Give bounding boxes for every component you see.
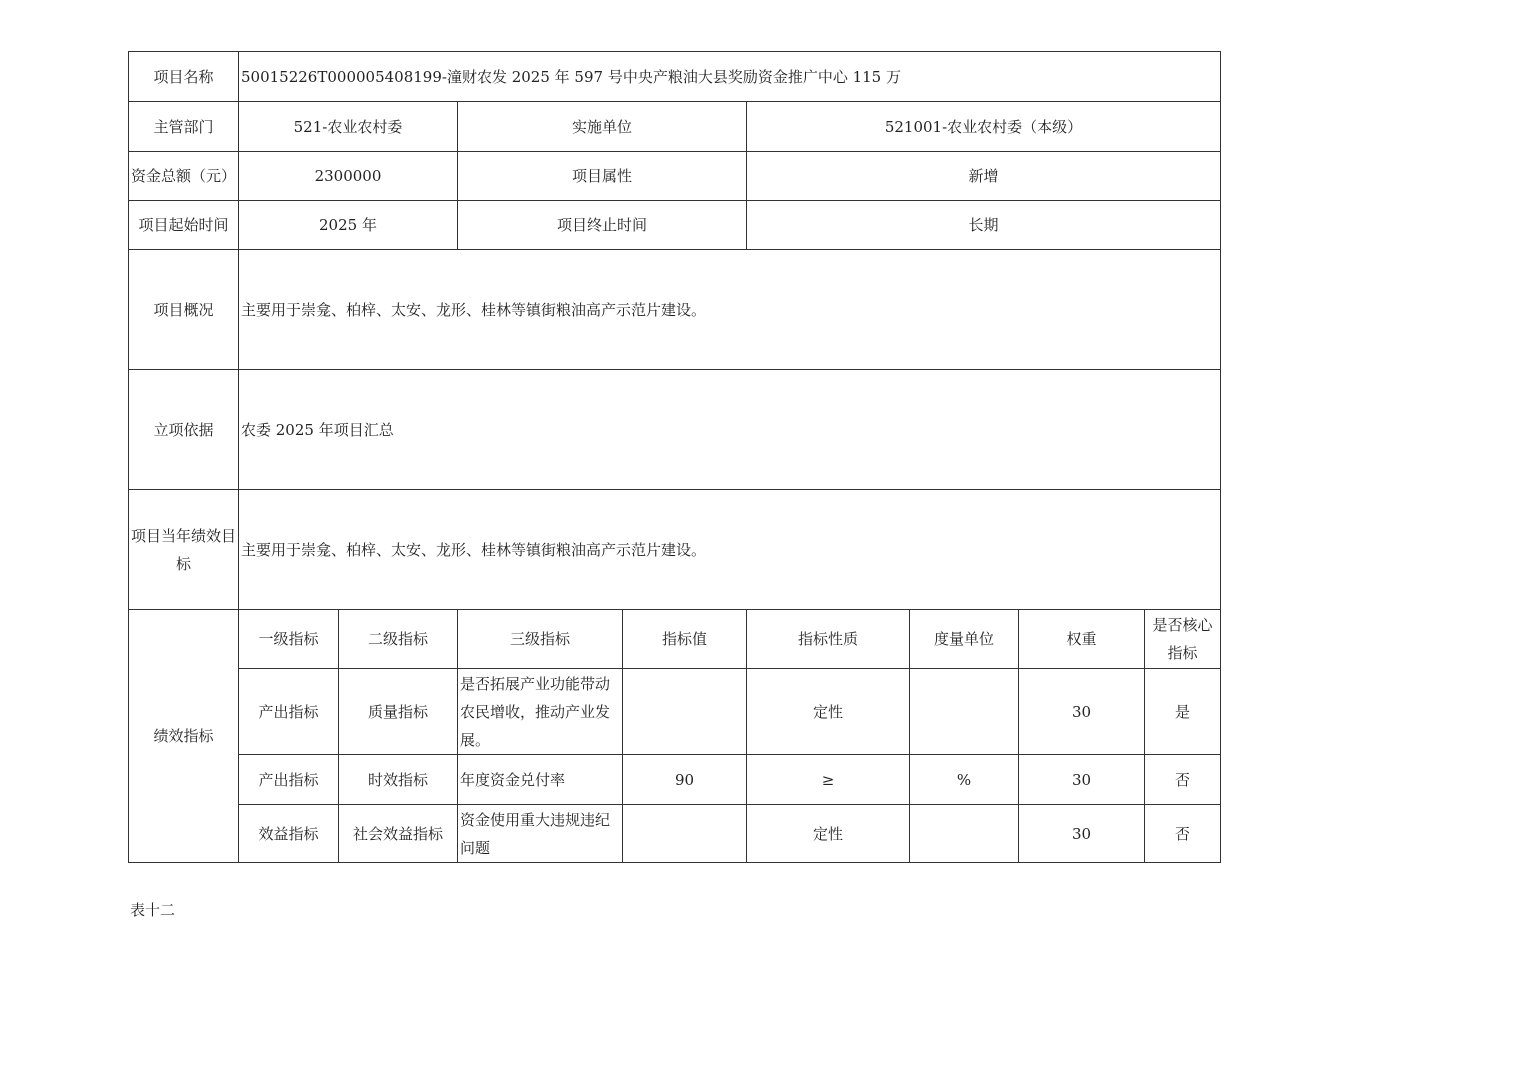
header-unit: 度量单位 — [910, 610, 1019, 669]
overview-row — [129, 250, 1221, 370]
indicator-level2: 时效指标 — [339, 755, 458, 805]
indicator-value: 90 — [623, 755, 747, 805]
indicator-nature: 定性 — [747, 669, 910, 755]
header-core: 是否核心指标 — [1145, 610, 1221, 669]
header-level2: 二级指标 — [339, 610, 458, 669]
header-weight: 权重 — [1019, 610, 1145, 669]
annual-goal-label: 项目当年绩效目标 — [129, 490, 239, 610]
dept-label: 主管部门 — [129, 102, 239, 152]
basis-value: 农委 2025 年项目汇总 — [239, 370, 1221, 490]
indicator-unit — [910, 669, 1019, 755]
indicator-core: 是 — [1145, 669, 1221, 755]
indicator-level1: 效益指标 — [239, 805, 339, 863]
project-performance-table — [128, 51, 1221, 863]
project-attr-label: 项目属性 — [458, 152, 747, 201]
indicator-level1: 产出指标 — [239, 755, 339, 805]
impl-unit-label: 实施单位 — [458, 102, 747, 152]
indicator-level3: 年度资金兑付率 — [458, 755, 623, 805]
funds-row — [129, 152, 1221, 201]
indicator-core: 否 — [1145, 755, 1221, 805]
end-time-label: 项目终止时间 — [458, 201, 747, 250]
start-time-value: 2025 年 — [239, 201, 458, 250]
indicator-level3: 是否拓展产业功能带动农民增收，推动产业发展。 — [458, 669, 623, 755]
basis-row — [129, 370, 1221, 490]
indicator-row — [129, 805, 1221, 863]
impl-unit-value: 521001-农业农村委（本级） — [747, 102, 1221, 152]
time-row — [129, 201, 1221, 250]
dept-value: 521-农业农村委 — [239, 102, 458, 152]
annual-goal-row — [129, 490, 1221, 610]
indicator-unit — [910, 805, 1019, 863]
project-attr-value: 新增 — [747, 152, 1221, 201]
table-caption: 表十二 — [130, 901, 176, 919]
indicator-nature: ≥ — [747, 755, 910, 805]
indicator-value — [623, 669, 747, 755]
indicator-weight: 30 — [1019, 755, 1145, 805]
indicator-nature: 定性 — [747, 805, 910, 863]
indicator-level3: 资金使用重大违规违纪问题 — [458, 805, 623, 863]
header-value: 指标值 — [623, 610, 747, 669]
header-nature: 指标性质 — [747, 610, 910, 669]
indicator-value — [623, 805, 747, 863]
indicator-row — [129, 669, 1221, 755]
indicator-row — [129, 755, 1221, 805]
perf-indicators-label: 绩效指标 — [129, 610, 239, 863]
indicator-level2: 质量指标 — [339, 669, 458, 755]
indicator-weight: 30 — [1019, 805, 1145, 863]
total-funds-label: 资金总额（元） — [129, 152, 239, 201]
end-time-value: 长期 — [747, 201, 1221, 250]
indicator-level1: 产出指标 — [239, 669, 339, 755]
dept-row — [129, 102, 1221, 152]
project-name-value: 50015226T000005408199-潼财农发 2025 年 597 号中央产粮油大县奖励资金推广中心 115 万 — [239, 52, 1221, 102]
indicator-unit: % — [910, 755, 1019, 805]
annual-goal-value: 主要用于崇龛、柏梓、太安、龙形、桂林等镇街粮油高产示范片建设。 — [239, 490, 1221, 610]
indicator-core: 否 — [1145, 805, 1221, 863]
overview-value: 主要用于崇龛、柏梓、太安、龙形、桂林等镇街粮油高产示范片建设。 — [239, 250, 1221, 370]
overview-label: 项目概况 — [129, 250, 239, 370]
total-funds-value: 2300000 — [239, 152, 458, 201]
project-name-row — [129, 52, 1221, 102]
header-level1: 一级指标 — [239, 610, 339, 669]
header-level3: 三级指标 — [458, 610, 623, 669]
basis-label: 立项依据 — [129, 370, 239, 490]
indicator-level2: 社会效益指标 — [339, 805, 458, 863]
project-name-label: 项目名称 — [129, 52, 239, 102]
indicator-header-row — [129, 610, 1221, 669]
indicator-weight: 30 — [1019, 669, 1145, 755]
start-time-label: 项目起始时间 — [129, 201, 239, 250]
